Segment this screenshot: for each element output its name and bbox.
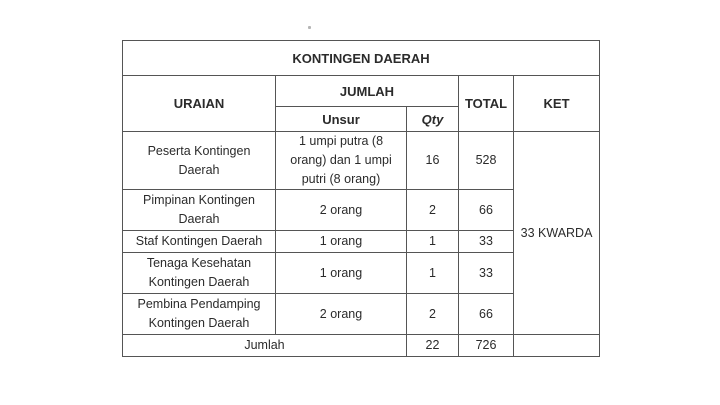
table-title: KONTINGEN DAERAH bbox=[123, 41, 600, 76]
scan-speck bbox=[308, 26, 311, 29]
cell-uraian: Pimpinan Kontingen Daerah bbox=[123, 190, 276, 231]
kontingen-daerah-table bbox=[122, 40, 600, 357]
cell-qty: 1 bbox=[407, 253, 459, 294]
cell-unsur: 1 orang bbox=[276, 231, 407, 253]
cell-uraian: Peserta Kontingen Daerah bbox=[123, 132, 276, 190]
header-row bbox=[123, 76, 600, 107]
cell-total: 33 bbox=[459, 231, 514, 253]
cell-total: 66 bbox=[459, 294, 514, 335]
table-row bbox=[123, 132, 600, 190]
cell-uraian: Pembina Pendamping Kontingen Daerah bbox=[123, 294, 276, 335]
cell-ket: 33 KWARDA bbox=[514, 132, 600, 335]
total-sum: 726 bbox=[459, 335, 514, 357]
total-label: Jumlah bbox=[123, 335, 407, 357]
cell-qty: 1 bbox=[407, 231, 459, 253]
header-unsur: Unsur bbox=[276, 107, 407, 132]
cell-qty: 2 bbox=[407, 294, 459, 335]
cell-unsur: 1 orang bbox=[276, 253, 407, 294]
cell-unsur: 2 orang bbox=[276, 190, 407, 231]
header-qty: Qty bbox=[407, 107, 459, 132]
cell-qty: 16 bbox=[407, 132, 459, 190]
table-title-row bbox=[123, 41, 600, 76]
total-row bbox=[123, 335, 600, 357]
cell-total: 33 bbox=[459, 253, 514, 294]
cell-qty: 2 bbox=[407, 190, 459, 231]
total-ket-empty bbox=[514, 335, 600, 357]
header-jumlah: JUMLAH bbox=[276, 76, 459, 107]
cell-total: 66 bbox=[459, 190, 514, 231]
header-ket: KET bbox=[514, 76, 600, 132]
header-total: TOTAL bbox=[459, 76, 514, 132]
cell-uraian: Tenaga Kesehatan Kontingen Daerah bbox=[123, 253, 276, 294]
cell-unsur: 2 orang bbox=[276, 294, 407, 335]
cell-uraian: Staf Kontingen Daerah bbox=[123, 231, 276, 253]
header-uraian: URAIAN bbox=[123, 76, 276, 132]
cell-unsur: 1 umpi putra (8 orang) dan 1 umpi putri (8 orang) bbox=[276, 132, 407, 190]
cell-total: 528 bbox=[459, 132, 514, 190]
total-qty: 22 bbox=[407, 335, 459, 357]
